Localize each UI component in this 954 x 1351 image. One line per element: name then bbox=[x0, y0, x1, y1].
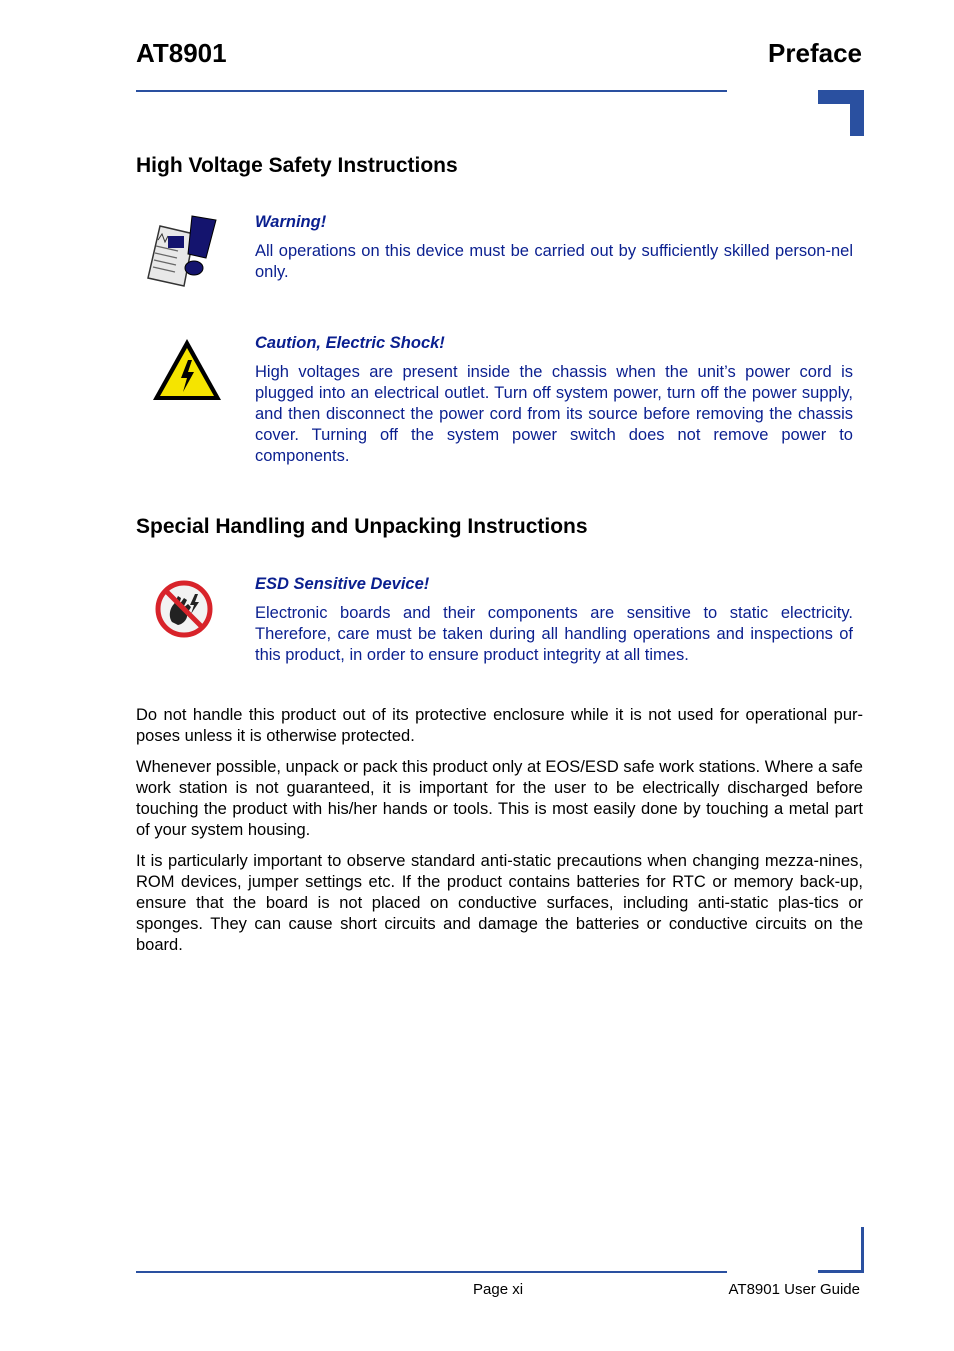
notice-title: Warning! bbox=[255, 213, 327, 231]
corner-mark-icon bbox=[818, 90, 864, 136]
body-text bbox=[136, 705, 863, 966]
footer-rule bbox=[136, 1271, 727, 1273]
esd-notice bbox=[255, 574, 853, 666]
paragraph: It is particularly important to observe standard anti-static precautions when changing mezza-nines, ROM devices, jumper settings etc. If the product contains batteries for RTC or memory back-up, ensure that the board is not placed on conductive surfaces, including anti-static plas-tics or sponges. They can cause short circuits and damage the batteries or conductive circuits on the board. bbox=[136, 852, 863, 954]
warning-notice bbox=[255, 212, 853, 283]
notice-title: ESD Sensitive Device! bbox=[255, 575, 430, 593]
electric-shock-notice bbox=[255, 333, 853, 467]
header-rule bbox=[136, 90, 727, 92]
paragraph: Whenever possible, unpack or pack this product only at EOS/ESD safe work stations. Where a safe work station is not guaranteed, it is important for the user to be electrically discharged before touching the product with his/her hands or tools. This is most easily done by touching a metal part of your system housing. bbox=[136, 758, 863, 839]
section-heading-special-handling: Special Handling and Unpacking Instructions bbox=[136, 515, 588, 538]
electric-shock-icon bbox=[150, 336, 224, 404]
warning-document-icon bbox=[144, 212, 220, 292]
chapter-title: Preface bbox=[768, 38, 862, 68]
document-title: AT8901 bbox=[136, 38, 227, 68]
notice-body: High voltages are present inside the chassis when the unit’s power cord is plugged into an electrical outlet. Turn off system power, turn off the power supply, and then disconnect the power cord from its source before removing the chassis cover. Turning off the system power switch does not remove power to components. bbox=[255, 363, 853, 465]
corner-mark-icon bbox=[818, 1227, 864, 1273]
notice-body: All operations on this device must be carried out by sufficiently skilled person-nel only. bbox=[255, 242, 853, 281]
notice-title: Caution, Electric Shock! bbox=[255, 334, 445, 352]
guide-title: AT8901 User Guide bbox=[728, 1281, 860, 1298]
esd-sensitive-icon bbox=[154, 578, 214, 640]
page-number: Page xi bbox=[473, 1281, 524, 1298]
paragraph: Do not handle this product out of its protective enclosure while it is not used for operational pur-poses unless it is otherwise protected. bbox=[136, 706, 863, 745]
section-heading-high-voltage: High Voltage Safety Instructions bbox=[136, 154, 458, 177]
notice-body: Electronic boards and their components are sensitive to static electricity. Therefore, care must be taken during all handling operations and inspections of this product, in order to ensure product integrity at all times. bbox=[255, 604, 853, 664]
